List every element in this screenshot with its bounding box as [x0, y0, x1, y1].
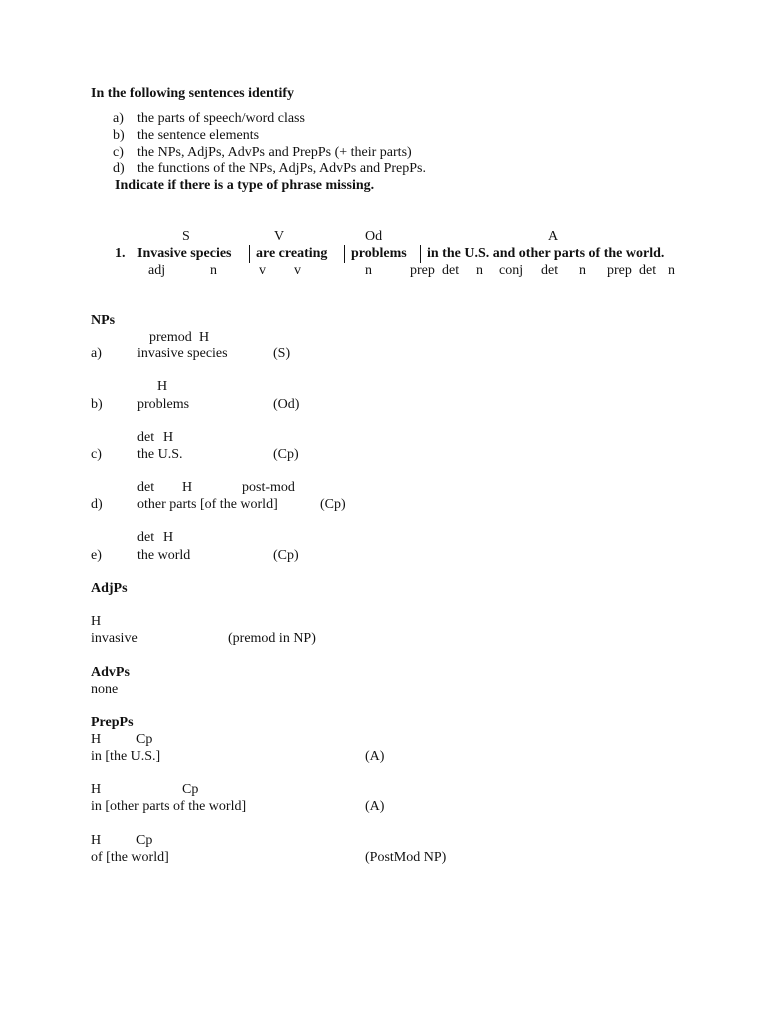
adjps-heading: AdjPs [91, 581, 128, 596]
pos-tag: n [668, 263, 675, 278]
pos-tag: det [639, 263, 657, 278]
instruction-text: the sentence elements [137, 128, 260, 143]
np-label: H [163, 430, 174, 445]
np-marker: e) [91, 548, 102, 563]
pos-tag: v [294, 263, 301, 278]
prepp-phrase: in [other parts of the world] [91, 799, 247, 814]
np-phrase: invasive species [137, 346, 228, 361]
prepp-label: H [91, 782, 102, 797]
element-divider [344, 245, 345, 263]
prepp-label: H [91, 732, 102, 747]
prepp-label: H [91, 833, 102, 848]
prepp-phrase: in [the U.S.] [91, 749, 161, 764]
prepp-function: (A) [365, 799, 385, 814]
np-label: H [163, 530, 174, 545]
instruction-text: the functions of the NPs, AdjPs, AdvPs and PrepPs. [137, 161, 426, 176]
instruction-marker: a) [113, 111, 124, 126]
np-function: (Od) [273, 397, 300, 412]
np-label: det [137, 430, 155, 445]
np-function: (Cp) [273, 447, 299, 462]
np-phrase: problems [137, 397, 190, 412]
adjp-function: (premod in NP) [228, 631, 316, 646]
np-marker: a) [91, 346, 102, 361]
np-label: premod [149, 330, 192, 345]
prepp-phrase: of [the world] [91, 850, 169, 865]
np-function: (Cp) [273, 548, 299, 563]
np-label: H [157, 379, 168, 394]
instruction-marker: c) [113, 145, 124, 160]
prepps-heading: PrepPs [91, 715, 134, 730]
pos-tag: det [541, 263, 559, 278]
np-phrase: other parts [of the world] [137, 497, 278, 512]
np-phrase: the world [137, 548, 191, 563]
element-label-a: A [548, 229, 559, 244]
np-label: det [137, 480, 155, 495]
prepp-function: (A) [365, 749, 385, 764]
instruction-note: Indicate if there is a type of phrase missing. [115, 178, 375, 193]
np-label: H [199, 330, 210, 345]
nps-heading: NPs [91, 313, 116, 328]
sentence-number: 1. [115, 246, 126, 261]
pos-tag: v [259, 263, 266, 278]
adjp-phrase: invasive [91, 631, 138, 646]
np-label: det [137, 530, 155, 545]
element-label-od: Od [365, 229, 383, 244]
prepp-label: Cp [136, 732, 153, 747]
np-label: post-mod [242, 480, 295, 495]
prepp-function: (PostMod NP) [365, 850, 447, 865]
sentence-chunk: are creating [256, 246, 328, 261]
np-function: (S) [273, 346, 291, 361]
np-marker: c) [91, 447, 102, 462]
pos-tag: det [442, 263, 460, 278]
sentence-chunk: Invasive species [137, 246, 232, 261]
pos-tag: prep [607, 263, 632, 278]
advps-value: none [91, 682, 119, 697]
prepp-label: Cp [182, 782, 199, 797]
pos-tag: n [210, 263, 217, 278]
element-label-v: V [274, 229, 285, 244]
pos-tag: n [365, 263, 372, 278]
adjp-label: H [91, 614, 102, 629]
instructions-title: In the following sentences identify [91, 86, 294, 101]
prepp-label: Cp [136, 833, 153, 848]
np-phrase: the U.S. [137, 447, 183, 462]
pos-tag: n [579, 263, 586, 278]
np-label: H [182, 480, 193, 495]
instruction-marker: d) [113, 161, 125, 176]
sentence-chunk: problems [351, 246, 407, 261]
pos-tag: n [476, 263, 483, 278]
np-marker: d) [91, 497, 103, 512]
element-divider [420, 245, 421, 263]
sentence-chunk: in the U.S. and other parts of the world. [427, 246, 665, 261]
element-divider [249, 245, 250, 263]
instruction-text: the NPs, AdjPs, AdvPs and PrepPs (+ their parts) [137, 145, 412, 160]
instruction-text: the parts of speech/word class [137, 111, 305, 126]
pos-tag: prep [410, 263, 435, 278]
np-marker: b) [91, 397, 103, 412]
element-label-s: S [182, 229, 190, 244]
instruction-marker: b) [113, 128, 125, 143]
np-function: (Cp) [320, 497, 346, 512]
pos-tag: conj [499, 263, 524, 278]
pos-tag: adj [148, 263, 166, 278]
advps-heading: AdvPs [91, 665, 130, 680]
